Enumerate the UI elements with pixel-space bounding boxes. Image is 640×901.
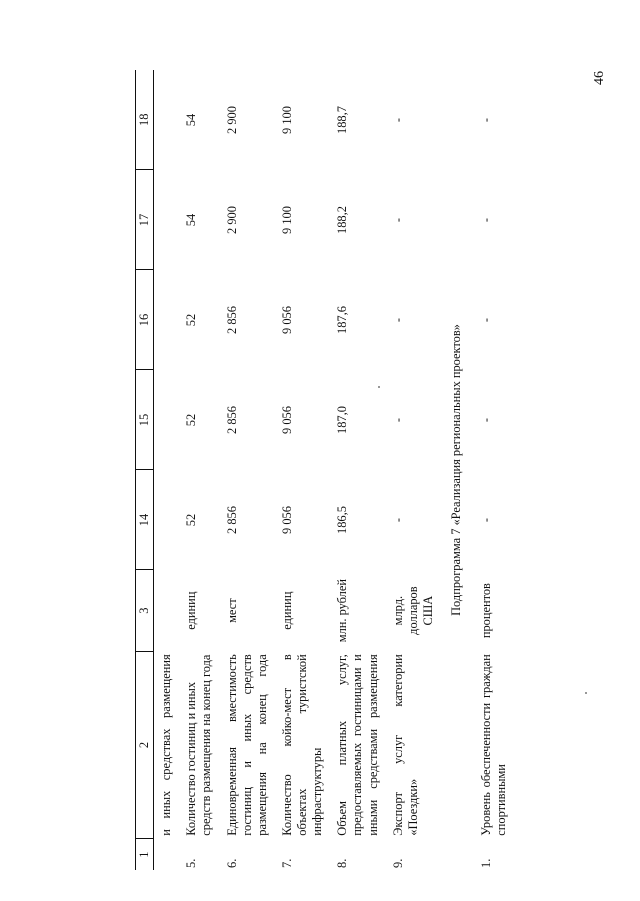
value-cell: 9 056 <box>279 406 294 434</box>
header-cell: 15 <box>136 370 154 470</box>
header-cell: 14 <box>136 470 154 570</box>
subprogram-title: Подпрограмма 7 «Реализация региональных проектов» <box>449 324 463 616</box>
value-cell: 9 100 <box>279 206 294 234</box>
row-index: 8. <box>335 858 350 868</box>
value-cell: - <box>390 117 405 123</box>
value-cell: 2 900 <box>224 106 239 134</box>
indicator-name: Единовременная вместимость гостиниц и иных средств размещения на конец года <box>224 654 269 836</box>
header-cell: 17 <box>136 170 154 270</box>
unit-cell: единиц <box>184 591 199 630</box>
value-cell <box>154 470 180 570</box>
value-cell: 52 <box>184 513 199 527</box>
table-row <box>275 70 330 870</box>
subprogram-row <box>441 70 474 870</box>
header-cell: 3 <box>136 570 154 651</box>
value-cell <box>154 70 180 170</box>
value-cell: 187,6 <box>335 306 350 334</box>
indicator-name: Экспорт услуг категории «Поездки» <box>390 654 420 836</box>
row-index <box>154 839 180 870</box>
value-cell: 188,7 <box>335 106 350 134</box>
value-cell: 2 856 <box>224 406 239 434</box>
value-cell: 54 <box>184 213 199 227</box>
value-cell: 9 056 <box>279 306 294 334</box>
table-row <box>330 70 385 870</box>
value-cell <box>154 170 180 270</box>
table-row <box>386 70 441 870</box>
header-row <box>136 70 154 870</box>
table-row <box>474 70 514 870</box>
indicator-name: Количество койко-мест в объектах туристской инфраструктуры <box>279 654 325 836</box>
row-index: 5. <box>184 858 199 868</box>
unit-cell: млн. рублей <box>335 579 350 643</box>
value-cell: - <box>390 517 405 523</box>
header-cell: 2 <box>136 651 154 839</box>
header-cell: 1 <box>136 839 154 870</box>
value-cell: 52 <box>184 413 199 427</box>
page-number: 46 <box>592 71 607 85</box>
table-row <box>220 70 275 870</box>
value-cell: - <box>479 217 494 223</box>
indicator-name: Объем платных услуг, предоставляемых гостиницами и иными средствами размещения <box>335 654 380 836</box>
value-cell: 9 056 <box>279 506 294 534</box>
value-cell: 187,0 <box>335 406 350 434</box>
value-cell: 2 856 <box>224 306 239 334</box>
unit-cell <box>154 570 180 651</box>
rotated-table-wrapper <box>135 70 640 870</box>
unit-cell: млрд. долларов США <box>390 586 435 635</box>
value-cell <box>154 270 180 370</box>
unit-cell: процентов <box>479 583 494 639</box>
value-cell: 9 100 <box>279 106 294 134</box>
value-cell: - <box>479 417 494 423</box>
table-row <box>179 70 219 870</box>
value-cell: 2 900 <box>224 206 239 234</box>
value-cell: 2 856 <box>224 506 239 534</box>
indicator-name: Количество гостиниц и иных средств размещения на конец года <box>184 654 214 836</box>
row-index: 9. <box>390 858 405 868</box>
row-index: 7. <box>279 858 294 868</box>
table-row <box>154 70 180 870</box>
value-cell: - <box>390 317 405 323</box>
indicators-table <box>135 70 514 870</box>
value-cell: 186,5 <box>335 506 350 534</box>
value-cell: - <box>479 317 494 323</box>
value-cell: 54 <box>184 113 199 127</box>
header-cell: 18 <box>136 70 154 170</box>
header-cell: 16 <box>136 270 154 370</box>
indicator-name: Уровень обеспеченности граждан спортивными <box>479 654 509 836</box>
value-cell <box>154 370 180 470</box>
unit-cell: единиц <box>279 591 294 630</box>
row-index: 6. <box>224 858 239 868</box>
value-cell: - <box>390 217 405 223</box>
value-cell: - <box>479 517 494 523</box>
indicator-name: и иных средствах размещения <box>159 654 174 836</box>
value-cell: - <box>390 417 405 423</box>
value-cell: - <box>479 117 494 123</box>
value-cell: 52 <box>184 313 199 327</box>
row-index: 1. <box>479 858 494 868</box>
value-cell: 188,2 <box>335 206 350 234</box>
unit-cell: мест <box>224 598 239 623</box>
